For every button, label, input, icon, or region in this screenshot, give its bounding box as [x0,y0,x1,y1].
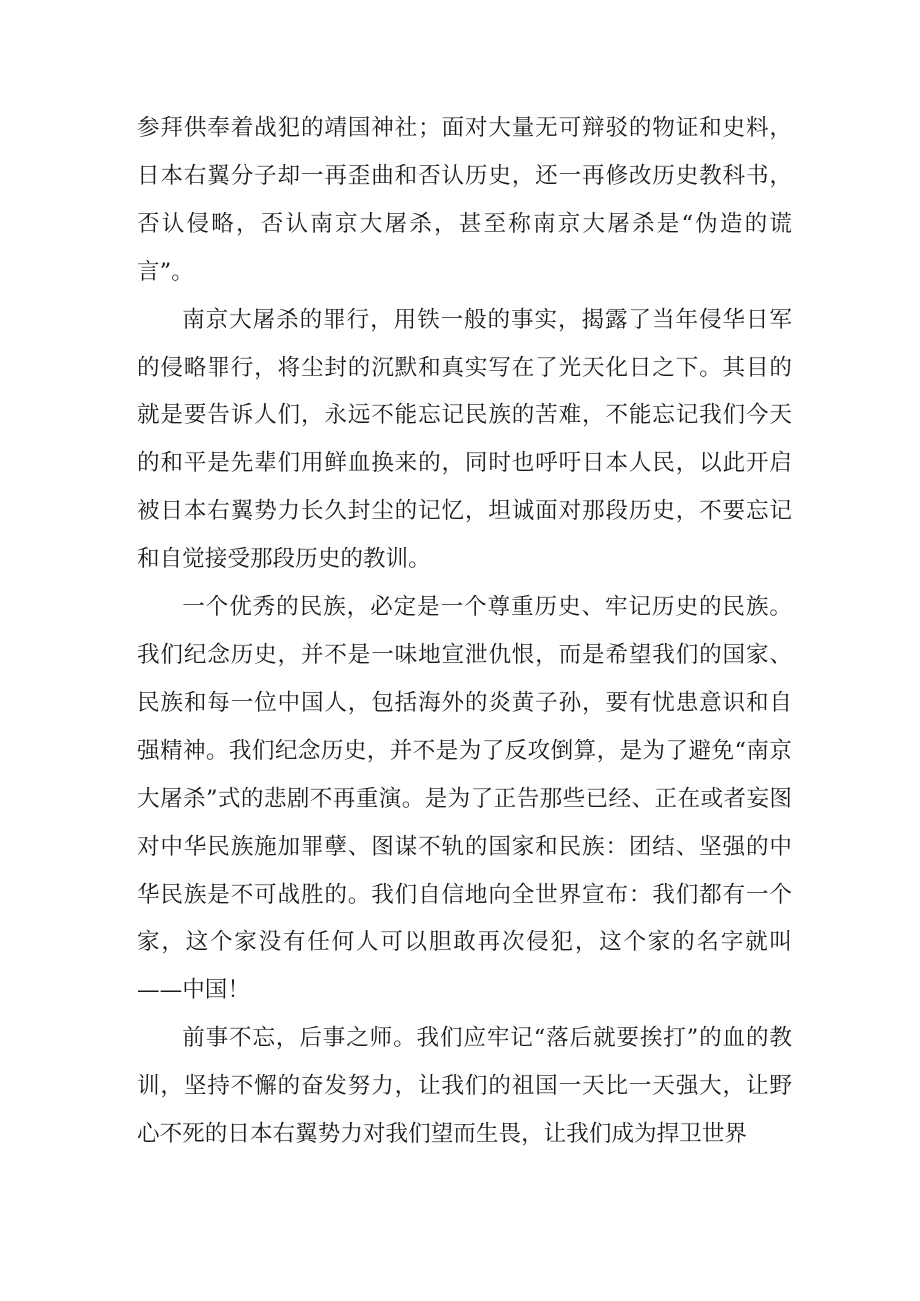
paragraph-4: 前事不忘，后事之师。我们应牢记“落后就要挨打”的血的教训，坚持不懈的奋发努力，让我们的祖国一天比一天强大，让野心不死的日本右翼势力对我们望而生畏，让我们成为捍卫世界 [137,1025,792,1148]
paragraph-3: 一个优秀的民族，必定是一个尊重历史、牢记历史的民族。我们纪念历史，并不是一味地宣泄仇恨，而是希望我们的国家、民族和每一位中国人，包括海外的炎黄子孙，要有忧患意识和自强精神。我们纪念历史，并不是为了反攻倒算，是为了避免“南京大屠杀”式的悲剧不再重演。是为了正告那些已经、正在或者妄图对中华民族施加罪孽、图谋不轨的国家和民族：团结、坚强的中华民族是不可战胜的。我们自信地向全世界宣布：我们都有一个家，这个家没有任何人可以胆敢再次侵犯，这个家的名字就叫——中国！ [137,594,792,1004]
document-body [137,105,792,1159]
paragraph-2: 南京大屠杀的罪行，用铁一般的事实，揭露了当年侵华日军的侵略罪行，将尘封的沉默和真实写在了光天化日之下。其目的就是要告诉人们，永远不能忘记民族的苦难，不能忘记我们今天的和平是先辈们用鲜血换来的，同时也呼吁日本人民，以此开启被日本右翼势力长久封尘的记忆，坦诚面对那段历史，不要忘记和自觉接受那段历史的教训。 [137,306,792,573]
paragraph-1: 参拜供奉着战犯的靖国神社；面对大量无可辩驳的物证和史料，日本右翼分子却一再歪曲和否认历史，还一再修改历史教科书，否认侵略，否认南京大屠杀，甚至称南京大屠杀是“伪造的谎言”。 [137,115,792,285]
